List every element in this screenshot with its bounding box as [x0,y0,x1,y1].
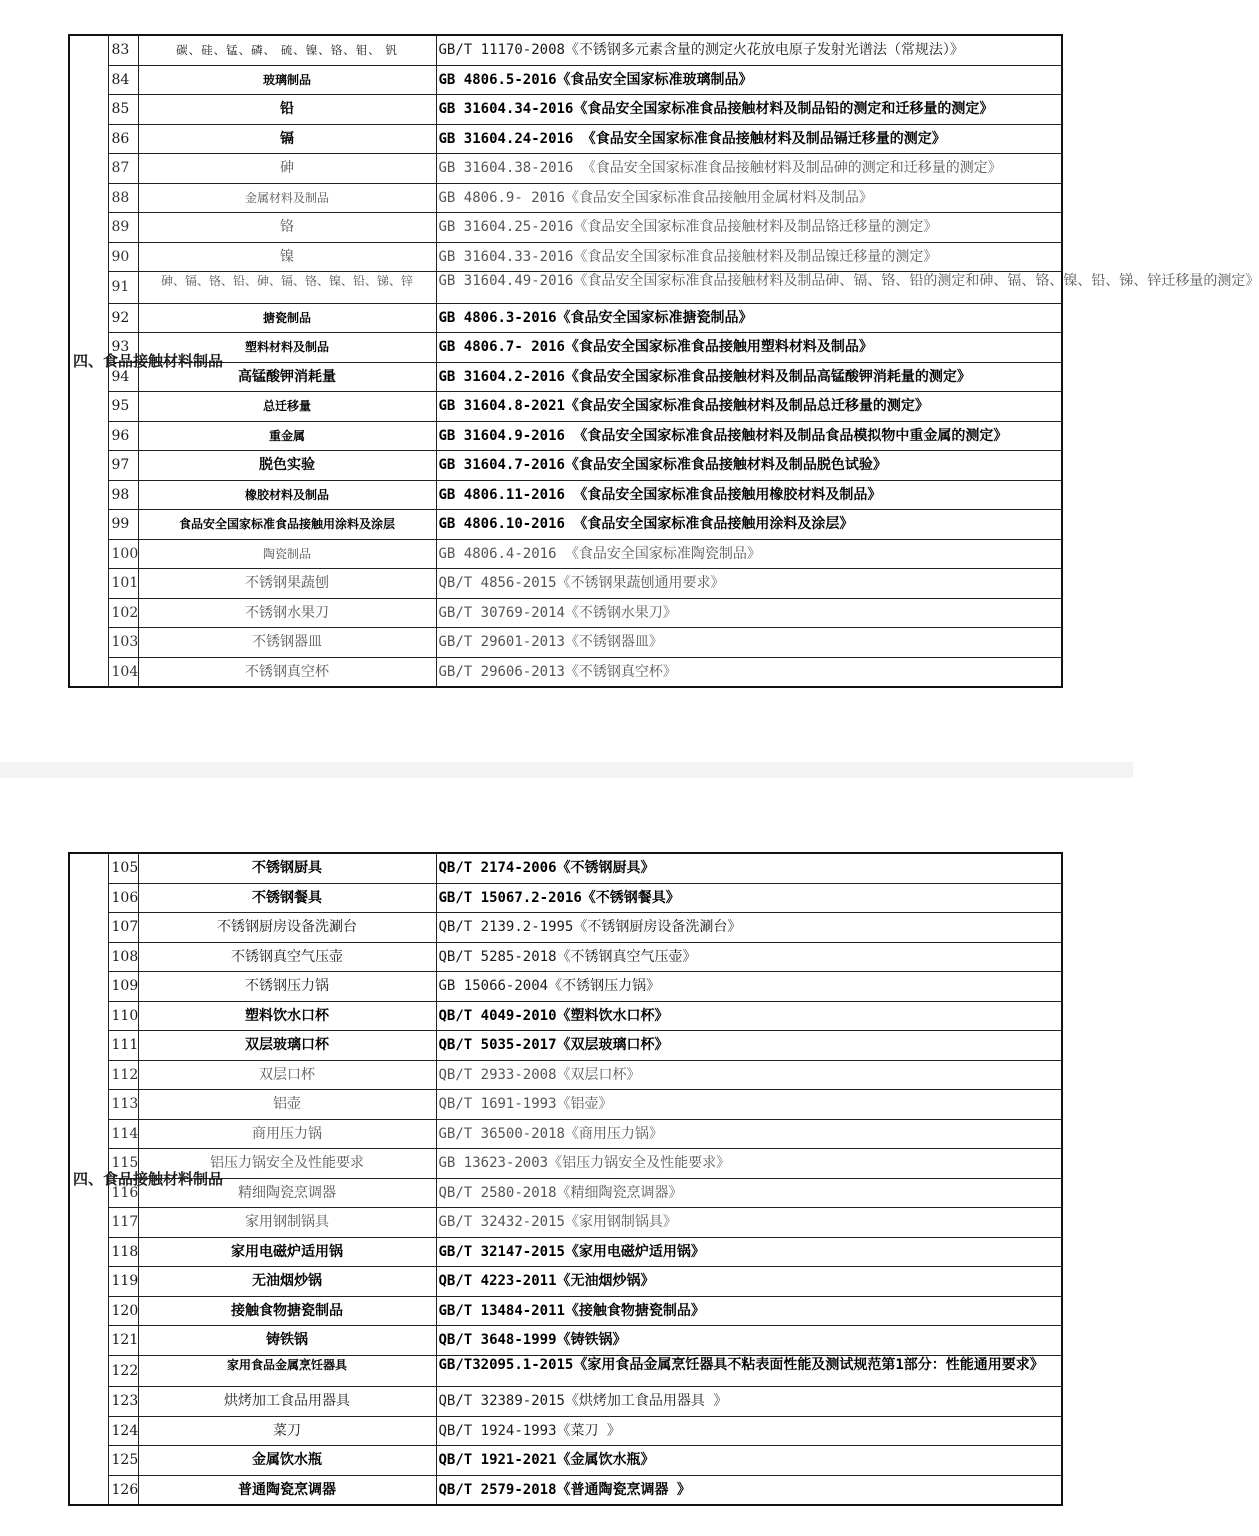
category-cell: 四、食品接触材料制品 [69,35,108,687]
standard-reference: GB/T 32432-2015《家用钢制锅具》 [436,1208,1062,1238]
test-item: 镍 [138,242,436,272]
row-number: 125 [108,1446,138,1476]
row-number: 122 [108,1355,138,1387]
table-row [69,1149,1062,1179]
test-item: 不锈钢真空气压壶 [138,942,436,972]
standard-reference: GB 31604.24-2016 《食品安全国家标准食品接触材料及制品镉迁移量的测定》 [436,124,1062,154]
standard-reference: QB/T 2580-2018《精细陶瓷烹调器》 [436,1178,1062,1208]
standard-reference: QB/T 1924-1993《菜刀 》 [436,1416,1062,1446]
test-item: 重金属 [138,421,436,451]
row-number: 108 [108,942,138,972]
table-row [69,1326,1062,1356]
test-item: 家用食品金属烹饪器具 [138,1355,436,1387]
standard-reference: QB/T 32389-2015《烘烤加工食品用器具 》 [436,1387,1062,1417]
row-number: 110 [108,1001,138,1031]
test-item: 不锈钢器皿 [138,628,436,658]
standard-reference: GB/T 11170-2008《不锈钢多元素含量的测定火花放电原子发射光谱法（常规法）》 [436,35,1062,65]
table-row [69,1387,1062,1417]
table-row [69,598,1062,628]
row-number: 98 [108,480,138,510]
standard-reference: GB 4806.5-2016《食品安全国家标准玻璃制品》 [436,65,1062,95]
test-item: 家用钢制锅具 [138,1208,436,1238]
table-row [69,1060,1062,1090]
table-row [69,1446,1062,1476]
table-row [69,1296,1062,1326]
standard-reference: GB 4806.4-2016 《食品安全国家标准陶瓷制品》 [436,539,1062,569]
standard-reference: GB/T 15067.2-2016《不锈钢餐具》 [436,883,1062,913]
standard-reference: GB 31604.9-2016 《食品安全国家标准食品接触材料及制品食品模拟物中重金属的测定》 [436,421,1062,451]
test-item: 食品安全国家标准食品接触用涂料及涂层 [138,510,436,540]
standard-reference: GB/T32095.1-2015《家用食品金属烹饪器具不粘表面性能及测试规范第1部分：性能通用要求》 [436,1355,1062,1387]
category-cell: 四、食品接触材料制品 [69,853,108,1505]
row-number: 83 [108,35,138,65]
row-number: 124 [108,1416,138,1446]
standard-reference: GB 4806.9- 2016《食品安全国家标准食品接触用金属材料及制品》 [436,183,1062,213]
table-row [69,421,1062,451]
row-number: 126 [108,1475,138,1505]
table-row [69,154,1062,184]
test-item: 铅 [138,95,436,125]
row-number: 102 [108,598,138,628]
table-row [69,853,1062,883]
test-item: 不锈钢果蔬刨 [138,569,436,599]
table-row [69,539,1062,569]
standards-table-2 [68,852,1063,1506]
standards-table-1 [68,34,1259,688]
test-item: 碳、硅、锰、磷、 硫、镍、铬、钼、 钒 [138,35,436,65]
standard-reference: QB/T 2174-2006《不锈钢厨具》 [436,853,1062,883]
test-item: 不锈钢真空杯 [138,657,436,687]
test-item: 金属饮水瓶 [138,1446,436,1476]
table-row [69,628,1062,658]
table-row [69,1355,1062,1387]
row-number: 85 [108,95,138,125]
table-row [69,1119,1062,1149]
row-number: 97 [108,451,138,481]
test-item: 铝壶 [138,1090,436,1120]
standard-reference: QB/T 5285-2018《不锈钢真空气压壶》 [436,942,1062,972]
table-row [69,1031,1062,1061]
test-item: 砷 [138,154,436,184]
table-row [69,213,1062,243]
table-row [69,1416,1062,1446]
table-row [69,124,1062,154]
standard-reference: QB/T 1691-1993《铝壶》 [436,1090,1062,1120]
table-row [69,65,1062,95]
row-number: 106 [108,883,138,913]
row-number: 89 [108,213,138,243]
standard-reference: GB/T 32147-2015《家用电磁炉适用锅》 [436,1237,1062,1267]
table-row [69,510,1062,540]
table-row [69,480,1062,510]
test-item: 普通陶瓷烹调器 [138,1475,436,1505]
table-row [69,1001,1062,1031]
row-number: 90 [108,242,138,272]
test-item: 金属材料及制品 [138,183,436,213]
test-item: 接触食物搪瓷制品 [138,1296,436,1326]
row-number: 95 [108,392,138,422]
row-number: 115 [108,1149,138,1179]
row-number: 116 [108,1178,138,1208]
test-item: 不锈钢厨房设备洗涮台 [138,913,436,943]
test-item: 搪瓷制品 [138,303,436,333]
row-number: 109 [108,972,138,1002]
test-item: 双层玻璃口杯 [138,1031,436,1061]
row-number: 88 [108,183,138,213]
row-number: 123 [108,1387,138,1417]
row-number: 111 [108,1031,138,1061]
standard-reference: GB 31604.25-2016《食品安全国家标准食品接触材料及制品铬迁移量的测定》 [436,213,1062,243]
page-gap [0,762,1133,778]
table-row [69,392,1062,422]
standard-reference: GB 31604.2-2016《食品安全国家标准食品接触材料及制品高锰酸钾消耗量的测定》 [436,362,1062,392]
row-number: 100 [108,539,138,569]
standard-reference: GB 31604.34-2016《食品安全国家标准食品接触材料及制品铅的测定和迁移量的测定》 [436,95,1062,125]
standard-reference: GB 13623-2003《铝压力锅安全及性能要求》 [436,1149,1062,1179]
test-item: 商用压力锅 [138,1119,436,1149]
row-number: 91 [108,272,138,304]
table-row [69,1475,1062,1505]
standard-reference: GB 31604.49-2016《食品安全国家标准食品接触材料及制品砷、镉、铬、铅的测定和砷、镉、铬、镍、铅、锑、锌迁移量的测定》 [436,272,1062,304]
standard-reference: GB 31604.7-2016《食品安全国家标准食品接触材料及制品脱色试验》 [436,451,1062,481]
row-number: 86 [108,124,138,154]
standard-reference: GB 31604.8-2021《食品安全国家标准食品接触材料及制品总迁移量的测定》 [436,392,1062,422]
table-row [69,272,1062,304]
row-number: 113 [108,1090,138,1120]
table-row [69,1267,1062,1297]
table-row [69,657,1062,687]
test-item: 不锈钢水果刀 [138,598,436,628]
test-item: 菜刀 [138,1416,436,1446]
row-number: 103 [108,628,138,658]
test-item: 玻璃制品 [138,65,436,95]
test-item: 高锰酸钾消耗量 [138,362,436,392]
standard-reference: GB 15066-2004《不锈钢压力锅》 [436,972,1062,1002]
test-item: 铸铁锅 [138,1326,436,1356]
standard-reference: GB 31604.33-2016《食品安全国家标准食品接触材料及制品镍迁移量的测定》 [436,242,1062,272]
table-row [69,183,1062,213]
standard-reference: QB/T 4856-2015《不锈钢果蔬刨通用要求》 [436,569,1062,599]
standard-reference: QB/T 4223-2011《无油烟炒锅》 [436,1267,1062,1297]
test-item: 烘烤加工食品用器具 [138,1387,436,1417]
row-number: 114 [108,1119,138,1149]
test-item: 家用电磁炉适用锅 [138,1237,436,1267]
row-number: 101 [108,569,138,599]
table-row [69,913,1062,943]
standard-reference: GB/T 36500-2018《商用压力锅》 [436,1119,1062,1149]
standard-reference: GB 4806.10-2016 《食品安全国家标准食品接触用涂料及涂层》 [436,510,1062,540]
row-number: 92 [108,303,138,333]
test-item: 精细陶瓷烹调器 [138,1178,436,1208]
row-number: 120 [108,1296,138,1326]
test-item: 不锈钢餐具 [138,883,436,913]
test-item: 橡胶材料及制品 [138,480,436,510]
row-number: 117 [108,1208,138,1238]
test-item: 双层口杯 [138,1060,436,1090]
row-number: 99 [108,510,138,540]
standard-reference: GB/T 29601-2013《不锈钢器皿》 [436,628,1062,658]
test-item: 铬 [138,213,436,243]
test-item: 无油烟炒锅 [138,1267,436,1297]
row-number: 119 [108,1267,138,1297]
standard-reference: QB/T 1921-2021《金属饮水瓶》 [436,1446,1062,1476]
standard-reference: QB/T 4049-2010《塑料饮水口杯》 [436,1001,1062,1031]
test-item: 镉 [138,124,436,154]
table-row [69,303,1062,333]
standard-reference: QB/T 2579-2018《普通陶瓷烹调器 》 [436,1475,1062,1505]
row-number: 87 [108,154,138,184]
row-number: 84 [108,65,138,95]
test-item: 砷、镉、铬、铅、砷、镉、铬、镍、铅、锑、锌 [138,272,436,304]
table-row [69,569,1062,599]
standard-reference: QB/T 5035-2017《双层玻璃口杯》 [436,1031,1062,1061]
row-number: 112 [108,1060,138,1090]
standard-reference: GB/T 30769-2014《不锈钢水果刀》 [436,598,1062,628]
standard-reference: GB 4806.7- 2016《食品安全国家标准食品接触用塑料材料及制品》 [436,333,1062,363]
row-number: 104 [108,657,138,687]
standard-reference: QB/T 3648-1999《铸铁锅》 [436,1326,1062,1356]
table-row [69,1208,1062,1238]
test-item: 陶瓷制品 [138,539,436,569]
table-row [69,1237,1062,1267]
table-row [69,451,1062,481]
test-item: 铝压力锅安全及性能要求 [138,1149,436,1179]
table-row [69,35,1062,65]
table-row [69,1090,1062,1120]
standard-reference: GB 4806.11-2016 《食品安全国家标准食品接触用橡胶材料及制品》 [436,480,1062,510]
row-number: 93 [108,333,138,363]
test-item: 不锈钢压力锅 [138,972,436,1002]
table-row [69,883,1062,913]
standard-reference: GB 31604.38-2016 《食品安全国家标准食品接触材料及制品砷的测定和迁移量的测定》 [436,154,1062,184]
table-row [69,972,1062,1002]
standard-reference: GB/T 29606-2013《不锈钢真空杯》 [436,657,1062,687]
table-row [69,942,1062,972]
standard-reference: QB/T 2933-2008《双层口杯》 [436,1060,1062,1090]
test-item: 塑料饮水口杯 [138,1001,436,1031]
row-number: 94 [108,362,138,392]
standard-reference: GB 4806.3-2016《食品安全国家标准搪瓷制品》 [436,303,1062,333]
row-number: 96 [108,421,138,451]
row-number: 105 [108,853,138,883]
standard-reference: QB/T 2139.2-1995《不锈钢厨房设备洗涮台》 [436,913,1062,943]
row-number: 107 [108,913,138,943]
row-number: 118 [108,1237,138,1267]
test-item: 不锈钢厨具 [138,853,436,883]
table-row [69,242,1062,272]
test-item: 脱色实验 [138,451,436,481]
standard-reference: GB/T 13484-2011《接触食物搪瓷制品》 [436,1296,1062,1326]
test-item: 塑料材料及制品 [138,333,436,363]
test-item: 总迁移量 [138,392,436,422]
table-row [69,95,1062,125]
row-number: 121 [108,1326,138,1356]
